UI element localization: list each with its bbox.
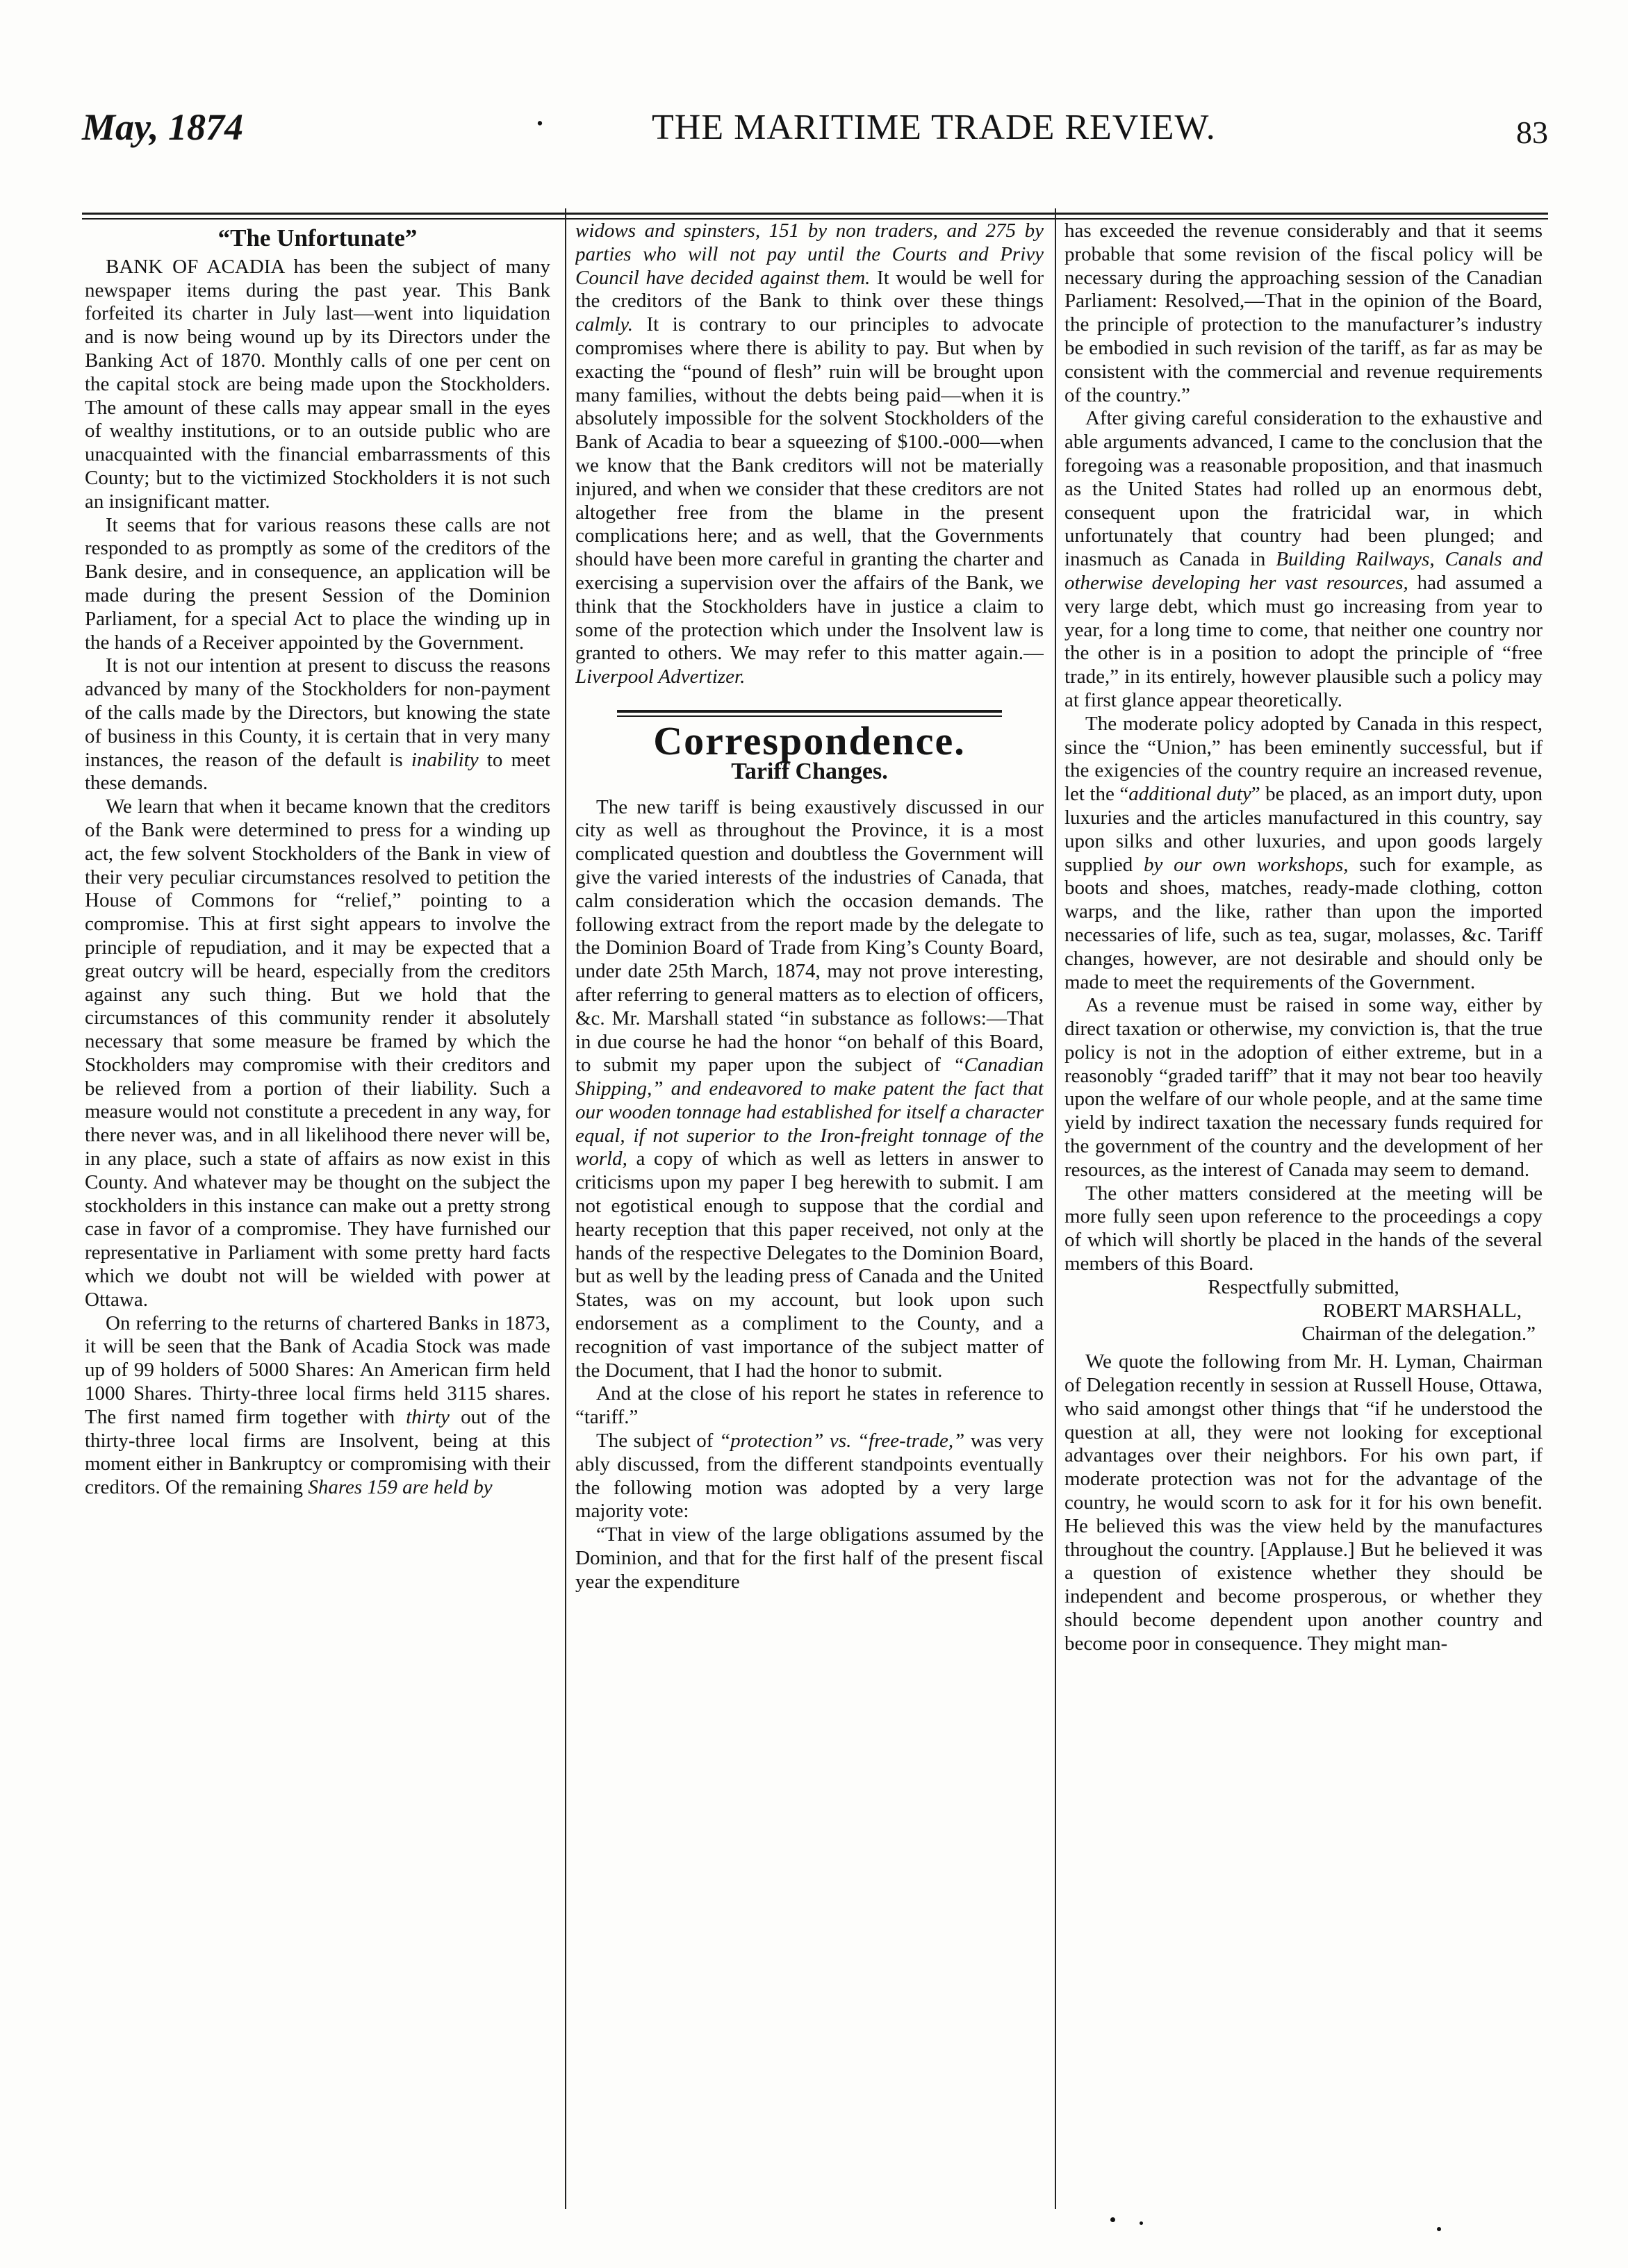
header-dot: · — [534, 102, 546, 144]
paragraph: It seems that for various reasons these calls are not responded to as promptly as some of the creditors of the Bank desire, and in consequence, an application will be made during the present Session of the Dominion Parliament, for a special Act to place the winding up in the hands of a Receiver appointed by the Government. — [85, 513, 550, 654]
text-run: out of the thirty-three local firms are Insolvent, being at this moment either in Bankruptcy or compromising with their creditors. Of the remaining — [85, 1405, 550, 1499]
section-rule-thin — [617, 715, 1002, 717]
paragraph — [85, 1312, 550, 1500]
italic-text: additional duty — [1128, 783, 1251, 806]
text-run: On referring to the returns of chartered Banks in 1873, it will be seen that the Bank of Acadia Stock was made up of 99 holders of 5000 Shares: An American firm held 1000 Shares. Thirty-three local firms held 3115 shares. The first named firm together with — [85, 1311, 550, 1428]
text-run: was very ably discussed, from the different standpoints eventually the following motion was adopted by a very large majority vote: — [575, 1430, 1044, 1523]
signature-name: ROBERT MARSHALL, — [1322, 1299, 1522, 1322]
italic-text: calmly. — [575, 313, 633, 336]
text-run: It is not our intention at present to discuss the reasons advanced by many of the Stockholders for non-payment of the calls made by the Directors, but knowing the state of business in this County, it is certain that in very many instances, the reason of the default is — [85, 654, 550, 771]
paragraph — [85, 654, 550, 795]
text-run: The new tariff is being exaustively discussed in our city as well as throughout the Province, it is a most complicated question and doubtless the Government will give the varied interests of the industries of Canada, that calm consideration which the occasion demands. The following extract from the report made by the delegate to the Dominion Board of Trade from King’s County Board, under date 25th March, 1874, may not prove interesting, after referring to general matters as to election of officers, &c. Mr. Marshall stated “in substance as follows:—That in due course he had the honor “on behalf of this Board, to submit my paper upon the subject of — [575, 795, 1044, 1077]
column-divider-2 — [1055, 208, 1056, 2209]
paragraph — [575, 796, 1044, 1383]
page-header — [82, 97, 1548, 160]
column-divider-1 — [565, 208, 566, 2209]
italic-text: Building Railways, Canals and otherwise developing her vast resources, — [1064, 548, 1543, 594]
text-run: The moderate policy adopted by Canada in this respect, since the “Union,” has been eminently successful, but if the exigencies of the country require an increased revenue, let the “ — [1064, 712, 1543, 806]
paragraph: We quote the following from Mr. H. Lyman, Chairman of Delegation recently in session at Russell House, Ottawa, who said amongst other things that “if he understood the question at all, they were not looking for exceptional advantages over their neighbors. For his own part, if moderate protection was not for the advantage of the country, he would scorn to ask for it for his own benefit. He believed this was the view held by the manufactures throughout the country. [Applause.] But he believed it was a question of existence whether they should be independent and become prosperous, or whether they should become dependent upon another country and become poor in consequence. They might man- — [1064, 1350, 1543, 1655]
column-2 — [575, 220, 1044, 2206]
text-run: ” be placed, as an import duty, upon luxuries and the articles manufactured in this country, say upon silks and other luxuries, and upon goods largely supplied — [1064, 783, 1543, 876]
issue-date: May, 1874 — [82, 106, 243, 148]
text-run: to meet these demands. — [85, 748, 550, 795]
paragraph — [575, 220, 1044, 689]
section-heading-correspondence: Correspondence. — [653, 718, 966, 763]
italic-text: “protection” vs. “free-trade,” — [719, 1430, 965, 1452]
column-1 — [85, 220, 550, 2206]
paragraph: has exceeded the revenue considerably and that it seems probable that some revision of the fiscal policy will be necessary during the approaching session of the Canadian Parliament: Resolved,—That in the opinion of the Board, the principle of protection to the manufacturer’s industry be embodied in such revision of the tariff, as far as may be consistent with the commercial and revenue requirements of the country.” — [1064, 220, 1543, 406]
print-speck — [1437, 2227, 1441, 2231]
text-run: such for example, as boots and shoes, matches, ready-made clothing, cotton warps, and the like, rather than upon the imported necessaries of life, such as tea, sugar, molasses, &c. Tariff changes, however, are not desirable and should only be made to meet the requirements of the Government. — [1064, 853, 1543, 993]
italic-text: inability — [411, 748, 479, 771]
signature-closing: Respectfully submitted, — [1208, 1275, 1399, 1298]
text-run: It is contrary to our principles to advocate compromises where there is ability to pay. But when by exacting the “pound of flesh” ruin will be brought upon many families, without the debts being paid—when it is absolutely impossible for the solvent Stockholders of the Bank of Acadia to bear a squeezing of $100.-000—when we know that the Bank creditors will not be materially injured, and when we consider that these creditors are not altogether free from the blame in the present complications here; and as well, that the Governments should have been more careful in granting the charter and exercising a supervision over the affairs of the Bank, we think that the Stockholders have in justice a claim to some of the protection which under the Insolvent law is granted to others. We may refer to this matter again.— — [575, 313, 1044, 665]
section-rule — [617, 710, 1002, 713]
paragraph — [1064, 713, 1543, 995]
text-run: After giving careful consideration to the exhaustive and able arguments advanced, I came to the conclusion that the foregoing was a reasonable proposition, and that inasmuch as the United States had rolled up an enormous debt, consequent upon the fratricidal war, in which unfortunately that country had been plunged; and inasmuch as Canada in — [1064, 407, 1543, 571]
text-run: The subject of — [596, 1430, 720, 1452]
paragraph: We learn that when it became known that the creditors of the Bank were determined to press for a winding up act, the few solvent Stockholders of the Bank in view of their very peculiar circumstances resolved to petition the House of Commons for “relief,” pointing to a compromise. This at first sight appears to involve the principle of repudiation, and it may be expected that a great outcry will be heard, especially from the creditors against any such thing. But we hold that the circumstances of this community render it absolutely necessary that some measure be framed by which the Stockholders may compromise with their creditors and be relieved from a portion of their liability. Such a measure would not constitute a precedent in any way, for there never was, and in all likelihood there never will be, in any place, such a state of affairs as now exist in this County. And whatever may be thought on the subject the stockholders in this instance can make out a pretty strong case in favor of a compromise. They have furnished our representative in Parliament with some pretty hard facts which we doubt not will be wielded with power at Ottawa. — [85, 795, 550, 1311]
italic-text: “Canadian Shipping,” and endeavored to make patent the fact that our wooden tonnage had established for itself a character equal, if not superior to the Iron-freight tonnage of the world, — [575, 1054, 1044, 1170]
text-run: had assumed a very large debt, which must go increasing from year to year, for a long time to come, that neither one country nor the other is in a position to adopt the principle of “free trade,” in its entirely, however plausible such a policy may at first glance appear theoretically. — [1064, 571, 1543, 711]
column-3 — [1064, 220, 1543, 2206]
print-speck — [1140, 2221, 1143, 2225]
article-heading-unfortunate: “The Unfortunate” — [217, 224, 418, 251]
paragraph: And at the close of his report he states in reference to “tariff.” — [575, 1382, 1044, 1429]
signature-title: Chairman of the delegation.” — [1301, 1323, 1536, 1346]
paragraph: BANK OF ACADIA has been the subject of many newspaper items during the past year. This Bank forfeited its charter in July last—went into liquidation and is now being wound up by its Directors under the Banking Act of 1870. Monthly calls of one per cent on the capital stock are being made upon the Stockholders. The amount of these calls may appear small in the eyes of wealthy institutions, or to an outside public who are unacquainted with the financial embarrassments of this County; but to the victimized Stockholders it is not such an insignificant matter. — [85, 255, 550, 513]
article-heading-tariff: Tariff Changes. — [731, 758, 888, 784]
italic-text: thirty — [406, 1405, 450, 1428]
page-number: 83 — [1516, 115, 1548, 150]
publication-title: THE MARITIME TRADE REVIEW. — [652, 108, 1216, 147]
paragraph — [1064, 407, 1543, 712]
print-speck — [1110, 2217, 1115, 2222]
text-run: It would be well for the creditors of the Bank to think over these things — [575, 266, 1044, 313]
paragraph: “That in view of the large obligations assumed by the Dominion, and that for the first half of the present fiscal year the expenditure — [575, 1523, 1044, 1593]
source-credit: Liverpool Advertizer. — [575, 665, 746, 688]
italic-text: Shares 159 are held by — [308, 1476, 493, 1499]
italic-text: widows and spinsters, 151 by non traders, and 275 by parties who will not pay until the Courts and Privy Council have decided against them. — [575, 220, 1044, 289]
text-run: a copy of which as well as letters in answer to criticisms upon my paper I beg herewith to submit. I am not egotistical enough to suppose that the cordial and hearty reception that this paper received, not only at the hands of the respective Delegates to the Dominion Board, but as well by the leading press of Canada and the United States, was on my account, but look upon such endorsement as a compliment to the County, and a recognition of vast importance of the subject matter of the Document, that I had the honor to submit. — [575, 1148, 1044, 1382]
paragraph: The other matters considered at the meeting will be more fully seen upon reference to the proceedings a copy of which will shortly be placed in the hands of the several members of this Board. — [1064, 1182, 1543, 1275]
paragraph: As a revenue must be raised in some way, either by direct taxation or otherwise, my conviction is, that the true policy is not in the adoption of either extreme, but in a reasonobly “graded tariff” that it may not bear too heavily upon the welfare of our whole people, and at the same time yield by indirect taxation the necessary funds required for the government of the country and the development of her resources, as the interest of Canada may seem to demand. — [1064, 994, 1543, 1181]
header-rule — [82, 213, 1548, 215]
italic-text: by our own workshops, — [1144, 853, 1349, 876]
paragraph — [575, 1430, 1044, 1523]
